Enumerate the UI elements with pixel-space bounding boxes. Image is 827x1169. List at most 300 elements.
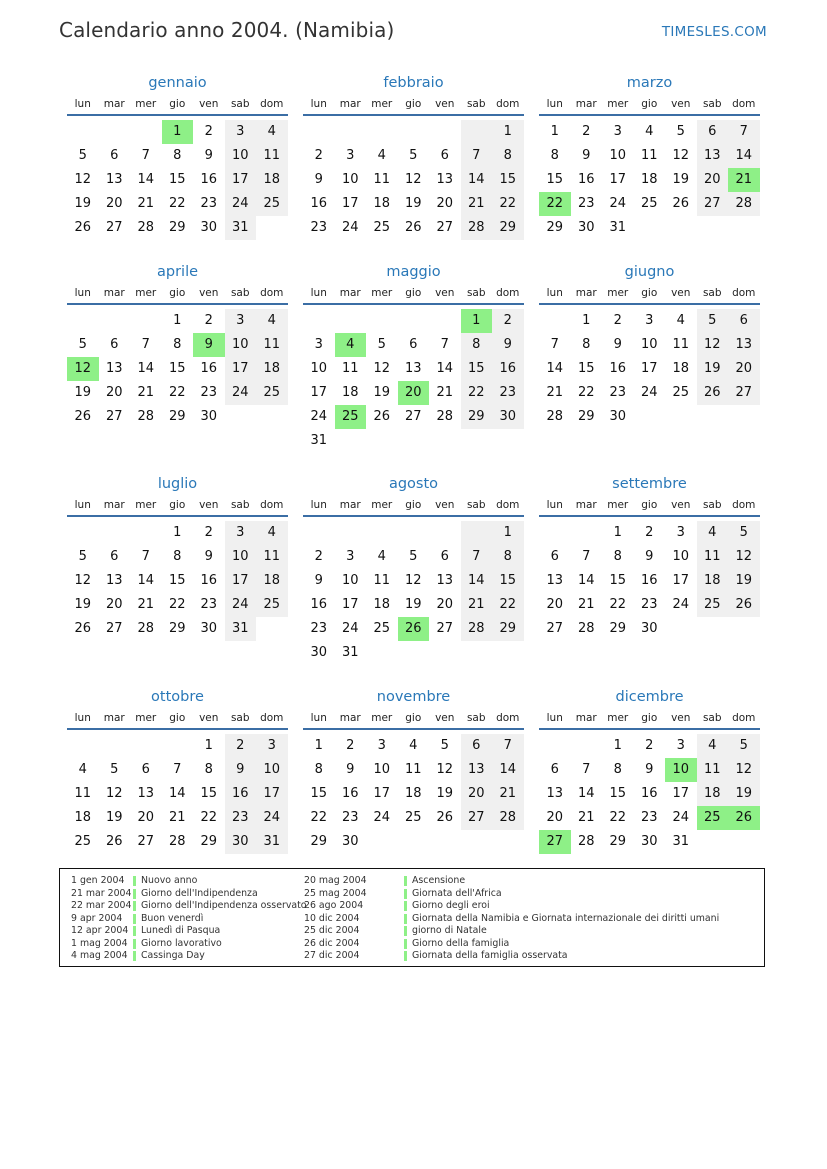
- day-cell[interactable]: 18: [697, 782, 729, 806]
- day-cell[interactable]: 26: [74, 220, 92, 235]
- day-cell[interactable]: 29: [200, 834, 218, 849]
- day-cell[interactable]: 17: [373, 786, 391, 801]
- day-cell[interactable]: 24: [341, 621, 359, 636]
- holiday-day-cell[interactable]: 26: [398, 617, 430, 641]
- day-cell[interactable]: 2: [314, 549, 323, 564]
- day-cell[interactable]: 29: [609, 834, 627, 849]
- day-cell[interactable]: 5: [728, 734, 760, 758]
- day-cell[interactable]: 23: [310, 621, 328, 636]
- day-cell[interactable]: 8: [173, 148, 182, 163]
- holiday-day-cell[interactable]: 25: [335, 405, 367, 429]
- day-cell[interactable]: 1: [550, 124, 559, 139]
- day-cell[interactable]: 5: [78, 337, 87, 352]
- day-cell[interactable]: 15: [577, 361, 595, 376]
- day-cell[interactable]: 20: [728, 357, 760, 381]
- holiday-day-cell[interactable]: 1: [461, 309, 493, 333]
- day-cell[interactable]: 14: [436, 361, 454, 376]
- day-cell[interactable]: 4: [697, 734, 729, 758]
- day-cell[interactable]: 28: [436, 409, 454, 424]
- day-cell[interactable]: 20: [436, 196, 454, 211]
- day-cell[interactable]: 8: [582, 337, 591, 352]
- day-cell[interactable]: 19: [105, 810, 123, 825]
- day-cell[interactable]: 30: [200, 409, 218, 424]
- day-cell[interactable]: 24: [373, 810, 391, 825]
- day-cell[interactable]: 13: [436, 573, 454, 588]
- day-cell[interactable]: 5: [409, 549, 418, 564]
- day-cell[interactable]: 12: [404, 573, 422, 588]
- brand-link[interactable]: TIMESLES.COM: [661, 24, 767, 40]
- day-cell[interactable]: 27: [105, 409, 123, 424]
- day-cell[interactable]: 13: [697, 144, 729, 168]
- day-cell[interactable]: 17: [256, 782, 288, 806]
- day-cell[interactable]: 15: [492, 569, 524, 593]
- day-cell[interactable]: 23: [310, 220, 328, 235]
- day-cell[interactable]: 4: [256, 309, 288, 333]
- day-cell[interactable]: 11: [373, 172, 391, 187]
- day-cell[interactable]: 18: [404, 786, 422, 801]
- day-cell[interactable]: 20: [137, 810, 155, 825]
- day-cell[interactable]: 30: [492, 405, 524, 429]
- day-cell[interactable]: 6: [697, 120, 729, 144]
- day-cell[interactable]: 2: [346, 738, 355, 753]
- day-cell[interactable]: 27: [404, 409, 422, 424]
- day-cell[interactable]: 18: [256, 357, 288, 381]
- day-cell[interactable]: 14: [577, 573, 595, 588]
- day-cell[interactable]: 20: [697, 168, 729, 192]
- day-cell[interactable]: 2: [613, 313, 622, 328]
- day-cell[interactable]: 12: [404, 172, 422, 187]
- holiday-day-cell[interactable]: 21: [728, 168, 760, 192]
- day-cell[interactable]: 28: [577, 621, 595, 636]
- day-cell[interactable]: 6: [409, 337, 418, 352]
- day-cell[interactable]: 1: [314, 738, 323, 753]
- day-cell[interactable]: 31: [672, 834, 690, 849]
- day-cell[interactable]: 2: [204, 313, 213, 328]
- day-cell[interactable]: 28: [137, 409, 155, 424]
- day-cell[interactable]: 31: [256, 830, 288, 854]
- day-cell[interactable]: 14: [546, 361, 564, 376]
- day-cell[interactable]: 26: [105, 834, 123, 849]
- day-cell[interactable]: 29: [168, 621, 186, 636]
- day-cell[interactable]: 8: [613, 762, 622, 777]
- day-cell[interactable]: 10: [225, 144, 257, 168]
- day-cell[interactable]: 18: [672, 361, 690, 376]
- day-cell[interactable]: 8: [492, 545, 524, 569]
- day-cell[interactable]: 10: [341, 172, 359, 187]
- day-cell[interactable]: 6: [440, 549, 449, 564]
- day-cell[interactable]: 18: [373, 196, 391, 211]
- day-cell[interactable]: 28: [577, 834, 595, 849]
- day-cell[interactable]: 7: [173, 762, 182, 777]
- day-cell[interactable]: 8: [314, 762, 323, 777]
- day-cell[interactable]: 18: [256, 569, 288, 593]
- day-cell[interactable]: 27: [436, 220, 454, 235]
- day-cell[interactable]: 8: [550, 148, 559, 163]
- day-cell[interactable]: 16: [609, 361, 627, 376]
- day-cell[interactable]: 28: [492, 806, 524, 830]
- day-cell[interactable]: 17: [341, 597, 359, 612]
- day-cell[interactable]: 9: [314, 172, 323, 187]
- day-cell[interactable]: 21: [137, 385, 155, 400]
- holiday-day-cell[interactable]: 9: [193, 333, 225, 357]
- day-cell[interactable]: 27: [728, 381, 760, 405]
- day-cell[interactable]: 9: [225, 758, 257, 782]
- day-cell[interactable]: 22: [168, 196, 186, 211]
- day-cell[interactable]: 10: [609, 148, 627, 163]
- day-cell[interactable]: 21: [546, 385, 564, 400]
- day-cell[interactable]: 21: [461, 192, 493, 216]
- day-cell[interactable]: 1: [204, 738, 213, 753]
- day-cell[interactable]: 17: [609, 172, 627, 187]
- day-cell[interactable]: 4: [377, 148, 386, 163]
- day-cell[interactable]: 10: [225, 333, 257, 357]
- day-cell[interactable]: 29: [492, 216, 524, 240]
- day-cell[interactable]: 11: [256, 545, 288, 569]
- day-cell[interactable]: 26: [404, 220, 422, 235]
- day-cell[interactable]: 14: [461, 569, 493, 593]
- holiday-day-cell[interactable]: 20: [398, 381, 430, 405]
- day-cell[interactable]: 24: [672, 810, 690, 825]
- day-cell[interactable]: 30: [200, 220, 218, 235]
- day-cell[interactable]: 30: [640, 834, 658, 849]
- day-cell[interactable]: 20: [546, 810, 564, 825]
- day-cell[interactable]: 26: [697, 381, 729, 405]
- day-cell[interactable]: 15: [310, 786, 328, 801]
- day-cell[interactable]: 5: [409, 148, 418, 163]
- day-cell[interactable]: 9: [582, 148, 591, 163]
- day-cell[interactable]: 14: [728, 144, 760, 168]
- day-cell[interactable]: 10: [640, 337, 658, 352]
- day-cell[interactable]: 27: [137, 834, 155, 849]
- day-cell[interactable]: 29: [492, 617, 524, 641]
- day-cell[interactable]: 14: [168, 786, 186, 801]
- day-cell[interactable]: 22: [310, 810, 328, 825]
- day-cell[interactable]: 6: [110, 337, 119, 352]
- day-cell[interactable]: 24: [640, 385, 658, 400]
- day-cell[interactable]: 20: [461, 782, 493, 806]
- day-cell[interactable]: 2: [225, 734, 257, 758]
- day-cell[interactable]: 10: [256, 758, 288, 782]
- day-cell[interactable]: 4: [409, 738, 418, 753]
- day-cell[interactable]: 5: [78, 549, 87, 564]
- day-cell[interactable]: 12: [74, 172, 92, 187]
- day-cell[interactable]: 13: [105, 361, 123, 376]
- day-cell[interactable]: 20: [436, 597, 454, 612]
- day-cell[interactable]: 19: [728, 782, 760, 806]
- day-cell[interactable]: 18: [640, 172, 658, 187]
- day-cell[interactable]: 7: [728, 120, 760, 144]
- day-cell[interactable]: 1: [492, 120, 524, 144]
- day-cell[interactable]: 22: [200, 810, 218, 825]
- holiday-day-cell[interactable]: 27: [539, 830, 571, 854]
- day-cell[interactable]: 1: [613, 738, 622, 753]
- day-cell[interactable]: 26: [74, 409, 92, 424]
- day-cell[interactable]: 8: [204, 762, 213, 777]
- day-cell[interactable]: 10: [373, 762, 391, 777]
- day-cell[interactable]: 18: [697, 569, 729, 593]
- day-cell[interactable]: 26: [436, 810, 454, 825]
- day-cell[interactable]: 24: [225, 192, 257, 216]
- day-cell[interactable]: 2: [645, 525, 654, 540]
- day-cell[interactable]: 25: [256, 381, 288, 405]
- day-cell[interactable]: 6: [440, 148, 449, 163]
- day-cell[interactable]: 30: [225, 830, 257, 854]
- day-cell[interactable]: 11: [640, 148, 658, 163]
- day-cell[interactable]: 19: [74, 385, 92, 400]
- day-cell[interactable]: 19: [697, 357, 729, 381]
- day-cell[interactable]: 14: [137, 573, 155, 588]
- day-cell[interactable]: 24: [225, 593, 257, 617]
- day-cell[interactable]: 28: [168, 834, 186, 849]
- day-cell[interactable]: 28: [728, 192, 760, 216]
- day-cell[interactable]: 27: [105, 220, 123, 235]
- day-cell[interactable]: 16: [640, 573, 658, 588]
- day-cell[interactable]: 14: [461, 168, 493, 192]
- day-cell[interactable]: 25: [256, 192, 288, 216]
- day-cell[interactable]: 19: [436, 786, 454, 801]
- day-cell[interactable]: 28: [546, 409, 564, 424]
- day-cell[interactable]: 11: [404, 762, 422, 777]
- day-cell[interactable]: 22: [609, 810, 627, 825]
- day-cell[interactable]: 7: [582, 549, 591, 564]
- day-cell[interactable]: 19: [74, 597, 92, 612]
- day-cell[interactable]: 27: [461, 806, 493, 830]
- day-cell[interactable]: 22: [609, 597, 627, 612]
- day-cell[interactable]: 9: [204, 148, 213, 163]
- day-cell[interactable]: 12: [436, 762, 454, 777]
- day-cell[interactable]: 3: [225, 120, 257, 144]
- day-cell[interactable]: 1: [582, 313, 591, 328]
- day-cell[interactable]: 13: [436, 172, 454, 187]
- day-cell[interactable]: 13: [137, 786, 155, 801]
- day-cell[interactable]: 1: [173, 525, 182, 540]
- day-cell[interactable]: 18: [256, 168, 288, 192]
- day-cell[interactable]: 17: [225, 569, 257, 593]
- day-cell[interactable]: 16: [492, 357, 524, 381]
- day-cell[interactable]: 8: [492, 144, 524, 168]
- day-cell[interactable]: 4: [256, 120, 288, 144]
- day-cell[interactable]: 30: [577, 220, 595, 235]
- day-cell[interactable]: 9: [314, 573, 323, 588]
- day-cell[interactable]: 4: [256, 521, 288, 545]
- day-cell[interactable]: 11: [341, 361, 359, 376]
- day-cell[interactable]: 15: [546, 172, 564, 187]
- day-cell[interactable]: 7: [141, 148, 150, 163]
- day-cell[interactable]: 4: [697, 521, 729, 545]
- day-cell[interactable]: 7: [550, 337, 559, 352]
- day-cell[interactable]: 8: [461, 333, 493, 357]
- day-cell[interactable]: 23: [609, 385, 627, 400]
- day-cell[interactable]: 17: [672, 573, 690, 588]
- day-cell[interactable]: 8: [613, 549, 622, 564]
- holiday-day-cell[interactable]: 26: [728, 806, 760, 830]
- day-cell[interactable]: 25: [697, 593, 729, 617]
- day-cell[interactable]: 29: [546, 220, 564, 235]
- day-cell[interactable]: 12: [74, 573, 92, 588]
- day-cell[interactable]: 16: [341, 786, 359, 801]
- day-cell[interactable]: 20: [105, 196, 123, 211]
- day-cell[interactable]: 25: [373, 621, 391, 636]
- day-cell[interactable]: 17: [672, 786, 690, 801]
- day-cell[interactable]: 13: [546, 786, 564, 801]
- day-cell[interactable]: 15: [609, 786, 627, 801]
- day-cell[interactable]: 12: [728, 758, 760, 782]
- day-cell[interactable]: 7: [461, 144, 493, 168]
- holiday-day-cell[interactable]: 4: [335, 333, 367, 357]
- day-cell[interactable]: 15: [200, 786, 218, 801]
- day-cell[interactable]: 3: [346, 549, 355, 564]
- day-cell[interactable]: 15: [609, 573, 627, 588]
- day-cell[interactable]: 22: [168, 597, 186, 612]
- day-cell[interactable]: 5: [78, 148, 87, 163]
- holiday-day-cell[interactable]: 12: [67, 357, 99, 381]
- day-cell[interactable]: 1: [492, 521, 524, 545]
- day-cell[interactable]: 19: [404, 196, 422, 211]
- day-cell[interactable]: 16: [200, 361, 218, 376]
- day-cell[interactable]: 13: [404, 361, 422, 376]
- day-cell[interactable]: 13: [546, 573, 564, 588]
- day-cell[interactable]: 2: [492, 309, 524, 333]
- day-cell[interactable]: 16: [200, 573, 218, 588]
- day-cell[interactable]: 23: [200, 385, 218, 400]
- day-cell[interactable]: 10: [225, 545, 257, 569]
- day-cell[interactable]: 6: [141, 762, 150, 777]
- day-cell[interactable]: 19: [74, 196, 92, 211]
- day-cell[interactable]: 6: [110, 148, 119, 163]
- day-cell[interactable]: 12: [728, 545, 760, 569]
- day-cell[interactable]: 12: [697, 333, 729, 357]
- day-cell[interactable]: 5: [377, 337, 386, 352]
- day-cell[interactable]: 14: [137, 172, 155, 187]
- holiday-day-cell[interactable]: 1: [162, 120, 194, 144]
- day-cell[interactable]: 13: [461, 758, 493, 782]
- day-cell[interactable]: 3: [645, 313, 654, 328]
- day-cell[interactable]: 21: [461, 593, 493, 617]
- day-cell[interactable]: 3: [256, 734, 288, 758]
- day-cell[interactable]: 24: [672, 597, 690, 612]
- day-cell[interactable]: 21: [577, 597, 595, 612]
- day-cell[interactable]: 15: [168, 361, 186, 376]
- day-cell[interactable]: 23: [640, 597, 658, 612]
- day-cell[interactable]: 1: [173, 313, 182, 328]
- day-cell[interactable]: 21: [492, 782, 524, 806]
- day-cell[interactable]: 25: [256, 593, 288, 617]
- day-cell[interactable]: 10: [310, 361, 328, 376]
- day-cell[interactable]: 23: [341, 810, 359, 825]
- day-cell[interactable]: 5: [728, 521, 760, 545]
- day-cell[interactable]: 8: [173, 549, 182, 564]
- day-cell[interactable]: 21: [168, 810, 186, 825]
- day-cell[interactable]: 5: [110, 762, 119, 777]
- day-cell[interactable]: 29: [310, 834, 328, 849]
- holiday-day-cell[interactable]: 25: [697, 806, 729, 830]
- day-cell[interactable]: 30: [310, 645, 328, 660]
- day-cell[interactable]: 16: [640, 786, 658, 801]
- day-cell[interactable]: 9: [204, 549, 213, 564]
- day-cell[interactable]: 3: [225, 521, 257, 545]
- day-cell[interactable]: 21: [137, 597, 155, 612]
- day-cell[interactable]: 18: [341, 385, 359, 400]
- holiday-day-cell[interactable]: 10: [665, 758, 697, 782]
- day-cell[interactable]: 28: [461, 617, 493, 641]
- day-cell[interactable]: 17: [225, 168, 257, 192]
- day-cell[interactable]: 13: [105, 172, 123, 187]
- day-cell[interactable]: 18: [373, 597, 391, 612]
- day-cell[interactable]: 9: [645, 762, 654, 777]
- day-cell[interactable]: 11: [697, 758, 729, 782]
- day-cell[interactable]: 23: [225, 806, 257, 830]
- day-cell[interactable]: 14: [137, 361, 155, 376]
- day-cell[interactable]: 6: [728, 309, 760, 333]
- day-cell[interactable]: 7: [440, 337, 449, 352]
- day-cell[interactable]: 7: [582, 762, 591, 777]
- day-cell[interactable]: 24: [256, 806, 288, 830]
- day-cell[interactable]: 6: [110, 549, 119, 564]
- day-cell[interactable]: 15: [461, 357, 493, 381]
- day-cell[interactable]: 4: [78, 762, 87, 777]
- day-cell[interactable]: 2: [204, 525, 213, 540]
- day-cell[interactable]: 19: [728, 569, 760, 593]
- day-cell[interactable]: 7: [141, 337, 150, 352]
- day-cell[interactable]: 21: [436, 385, 454, 400]
- holiday-day-cell[interactable]: 22: [539, 192, 571, 216]
- day-cell[interactable]: 31: [609, 220, 627, 235]
- day-cell[interactable]: 21: [137, 196, 155, 211]
- day-cell[interactable]: 2: [314, 148, 323, 163]
- day-cell[interactable]: 13: [728, 333, 760, 357]
- day-cell[interactable]: 16: [310, 597, 328, 612]
- day-cell[interactable]: 4: [645, 124, 654, 139]
- day-cell[interactable]: 19: [672, 172, 690, 187]
- day-cell[interactable]: 12: [105, 786, 123, 801]
- day-cell[interactable]: 6: [550, 762, 559, 777]
- day-cell[interactable]: 19: [404, 597, 422, 612]
- day-cell[interactable]: 3: [613, 124, 622, 139]
- day-cell[interactable]: 9: [492, 333, 524, 357]
- day-cell[interactable]: 3: [676, 738, 685, 753]
- day-cell[interactable]: 23: [640, 810, 658, 825]
- day-cell[interactable]: 30: [640, 621, 658, 636]
- day-cell[interactable]: 24: [609, 196, 627, 211]
- day-cell[interactable]: 27: [105, 621, 123, 636]
- day-cell[interactable]: 10: [672, 549, 690, 564]
- day-cell[interactable]: 23: [200, 196, 218, 211]
- day-cell[interactable]: 4: [377, 549, 386, 564]
- day-cell[interactable]: 15: [492, 168, 524, 192]
- day-cell[interactable]: 2: [582, 124, 591, 139]
- day-cell[interactable]: 25: [74, 834, 92, 849]
- day-cell[interactable]: 29: [577, 409, 595, 424]
- day-cell[interactable]: 26: [373, 409, 391, 424]
- day-cell[interactable]: 3: [225, 309, 257, 333]
- day-cell[interactable]: 22: [168, 385, 186, 400]
- day-cell[interactable]: 14: [492, 758, 524, 782]
- day-cell[interactable]: 28: [461, 216, 493, 240]
- day-cell[interactable]: 22: [461, 381, 493, 405]
- day-cell[interactable]: 1: [613, 525, 622, 540]
- day-cell[interactable]: 26: [74, 621, 92, 636]
- day-cell[interactable]: 23: [200, 597, 218, 612]
- day-cell[interactable]: 9: [645, 549, 654, 564]
- day-cell[interactable]: 30: [609, 409, 627, 424]
- day-cell[interactable]: 31: [225, 617, 257, 641]
- day-cell[interactable]: 24: [310, 409, 328, 424]
- day-cell[interactable]: 7: [492, 734, 524, 758]
- day-cell[interactable]: 9: [613, 337, 622, 352]
- day-cell[interactable]: 29: [168, 220, 186, 235]
- day-cell[interactable]: 5: [440, 738, 449, 753]
- day-cell[interactable]: 28: [137, 621, 155, 636]
